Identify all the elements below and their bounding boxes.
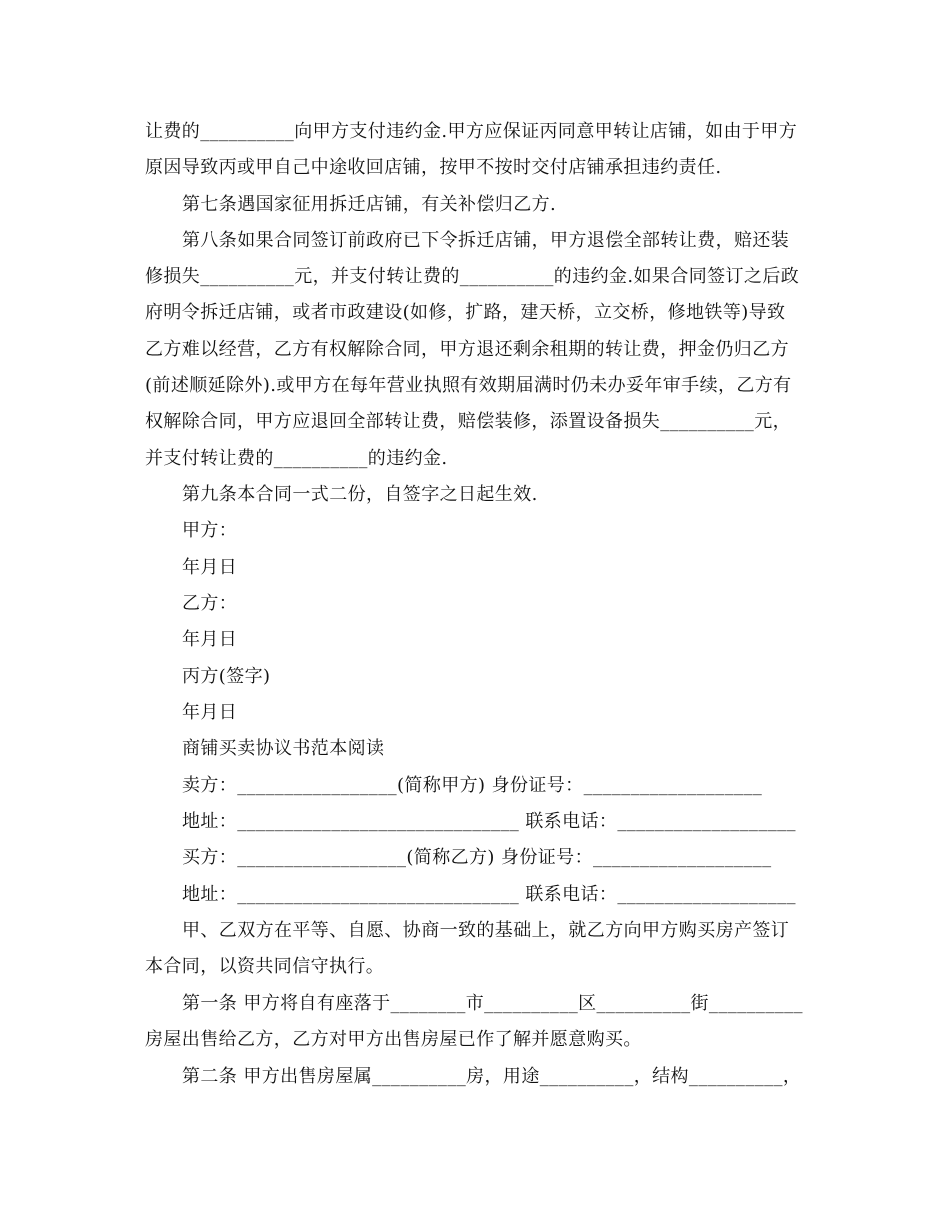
form-line: 地址：______________________________ 联系电话：___________________ (182, 884, 796, 905)
text-line: 权解除合同，甲方应退回全部转让费，赔偿装修，添置设备损失__________元， (145, 411, 791, 432)
section-title: 商铺买卖协议书范本阅读 (182, 738, 385, 759)
form-line: 卖方：_________________(简称甲方) 身份证号：___________________ (182, 775, 763, 796)
text-line: 原因导致丙或甲自己中途收回店铺，按甲不按时交付店铺承担违约责任. (145, 157, 722, 178)
text-line: 第一条 甲方将自有座落于________市__________区__________街__________ (182, 993, 803, 1014)
text-line: 第九条本合同一式二份，自签字之日起生效. (182, 484, 538, 505)
text-line: 府明令拆迁店铺，或者市政建设(如修，扩路，建天桥，立交桥，修地铁等)导致 (145, 302, 786, 323)
text-line: 本合同，以资共同信守执行。 (145, 956, 385, 977)
text-line: 并支付转让费的__________的违约金. (145, 448, 448, 469)
signature-label: 乙方： (182, 593, 238, 614)
date-label: 年月日 (182, 557, 238, 578)
text-line: 第八条如果合同签订前政府已下令拆迁店铺，甲方退偿全部转让费，赔还装 (182, 230, 790, 251)
text-line: 房屋出售给乙方，乙方对甲方出售房屋已作了解并愿意购买。 (145, 1029, 642, 1050)
text-line: (前述顺延除外).或甲方在每年营业执照有效期届满时仍未办妥年审手续，乙方有 (145, 375, 792, 396)
text-line: 修损失__________元，并支付转让费的__________的违约金.如果合同签订之后政 (145, 266, 800, 287)
signature-label: 丙方(签字) (182, 666, 271, 687)
text-line: 甲、乙双方在平等、自愿、协商一致的基础上，就乙方向甲方购买房产签订 (182, 920, 790, 941)
date-label: 年月日 (182, 702, 238, 723)
date-label: 年月日 (182, 629, 238, 650)
signature-label: 甲方： (182, 520, 238, 541)
text-line: 第二条 甲方出售房屋属__________房，用途__________，结构__________， (182, 1066, 802, 1087)
text-line: 乙方难以经营，乙方有权解除合同，甲方退还剩余租期的转让费，押金仍归乙方 (145, 339, 789, 360)
form-line: 地址：______________________________ 联系电话：___________________ (182, 811, 796, 832)
text-line: 让费的__________向甲方支付违约金.甲方应保证丙同意甲转让店铺，如由于甲方 (145, 121, 798, 142)
text-line: 第七条遇国家征用拆迁店铺，有关补偿归乙方. (182, 194, 557, 215)
form-line: 买方：__________________(简称乙方) 身份证号：___________________ (182, 847, 772, 868)
